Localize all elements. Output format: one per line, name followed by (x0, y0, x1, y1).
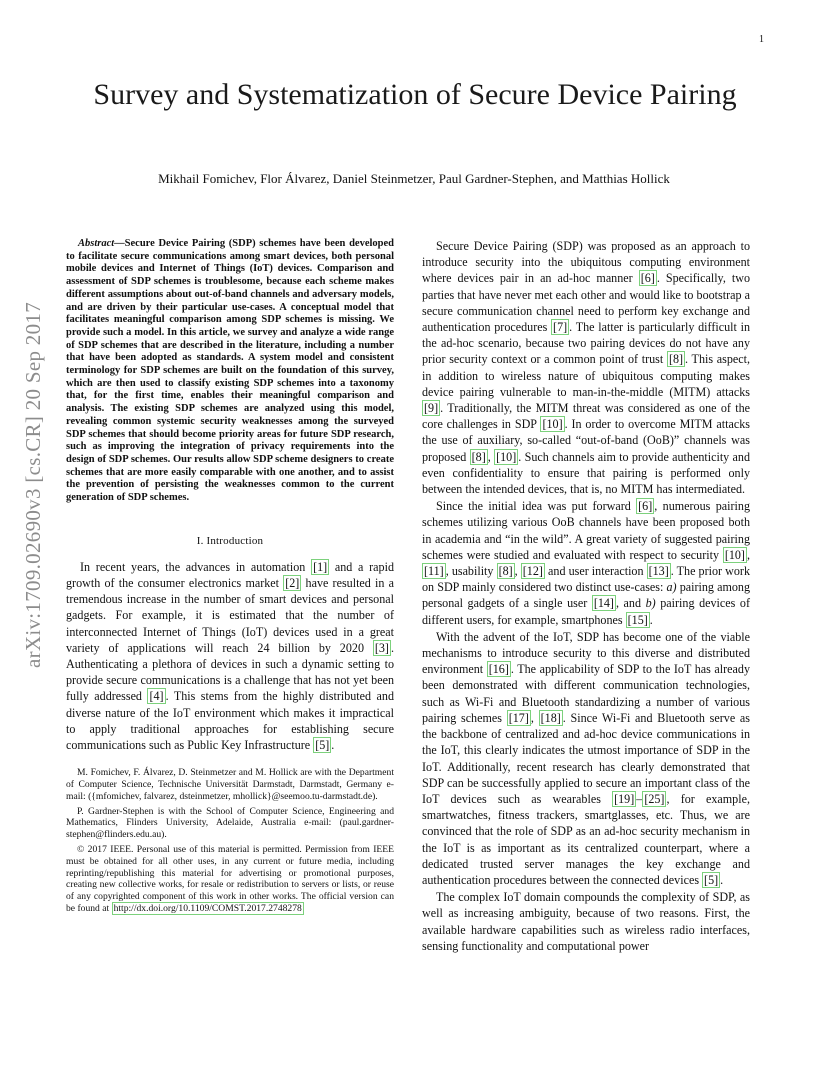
citation-link[interactable]: [10] (542, 417, 563, 432)
doi-link[interactable]: http://dx.doi.org/10.1109/COMST.2017.2748278 (113, 902, 302, 914)
arxiv-identifier-stamp (14, 255, 52, 715)
citation-link[interactable]: [4] (149, 689, 164, 704)
arxiv-identifier-text: arXiv:1709.02690v3 [cs.CR] 20 Sep 2017 (21, 301, 45, 669)
abstract (66, 238, 394, 505)
intro-paragraph: In recent years, the advances in automation [1] and a rapid growth of the consumer electronics market [2] have resulted in a tremendous increase in the number of smart devices and personal gadgets. For example, it is estimated that the number of interconnected Internet of Things (IoT) devices used in a great variety of applications will reach 24 billion by 2020 [3] . Authenticating a plethora of devices in such a dynamic setting to provide secure communications is a challenge that has not yet been fully addressed [4] . This stems from the highly distributed and diverse nature of the IoT environment which makes it impractical to apply traditional approaches for establishing secure communications such as Public Key Infrastructure [5] . (66, 559, 394, 752)
citation-link[interactable]: [8] (498, 564, 513, 579)
citation-link[interactable]: [8] (668, 352, 684, 367)
citation-link[interactable]: [12] (522, 564, 543, 579)
abstract-text: —Secure Device Pairing (SDP) schemes have been developed to facilitate secure communications among smart devices, both personal mobile devices and Internet of Things (IoT) devices. Comparison and assessment of SDP schemes is troublesome, because each scheme makes different assumptions about out-of-band channels and adversary models, and are driven by their particular use-cases. A conceptual model that facilitates meaningful comparison among SDP schemes is missing. We provide such a model. In this article, we survey and analyze a wide range of SDP schemes that are described in the literature, including a number that have been adopted as standards. A system model and consistent terminology for SDP schemes are built on the foundation of this survey, which are then used to classify existing SDP schemes into a taxonomy that, for the first time, enables their meaningful comparison and analysis. The existing SDP schemes are analyzed using this model, revealing common systemic security weaknesses among the surveyed SDP schemes that should become priority areas for future SDP research, such as improving the integration of privacy requirements into the design of SDP schemes. Our results allow SDP scheme designers to create schemes that are more easily comparable with one another, and to assist the prevention of persisting the weaknesses common to the current generation of SDP schemes. (66, 238, 394, 504)
right-column (422, 238, 750, 954)
left-column (66, 238, 394, 918)
paper-title: Survey and Systematization of Secure Device Pairing (93, 78, 737, 111)
footnote-copyright: © 2017 IEEE. Personal use of this material is permitted. Permission from IEEE must be obtained for all other uses, in any current or future media, including reprinting/republishing this material for advertising or promotional purposes, creating new collective works, for resale or redistribution to servers or lists, or reuse of any copyrighted component of this work in other works. The official version can be found at http://dx.doi.org/10.1109/COMST.2017.2748278 (66, 843, 394, 914)
citation-link[interactable]: [14] (593, 596, 614, 611)
citation-link[interactable]: [9] (424, 401, 439, 416)
citation-link[interactable]: [16] (488, 662, 509, 677)
citation-link[interactable]: [11] (424, 564, 444, 579)
citation-link[interactable]: [10] (496, 449, 517, 464)
page-number: 1 (759, 34, 764, 45)
citation-link[interactable]: [17] (508, 710, 529, 725)
citation-link[interactable]: [6] (638, 499, 653, 514)
citation-link[interactable]: [25] (644, 791, 665, 806)
author-list: Mikhail Fomichev, Flor Álvarez, Daniel Steinmetzer, Paul Gardner-Stephen, and Matthias Hollick (158, 171, 670, 186)
footnote-affiliation-tu-darmstadt: M. Fomichev, F. Álvarez, D. Steinmetzer and M. Hollick are with the Department of Computer Science, Technische Universität Darmstadt, Darmstadt, Germany e-mail: ({mfomichev, falvarez, dsteinmetzer, mhollick}@seemoo.tu-darmstadt.de). (66, 767, 394, 802)
footnotes (66, 767, 394, 915)
body-paragraph: Since the initial idea was put forward [6] , numerous pairing schemes utilizing various OoB channels have been proposed both in academia and “in the wild”. A great variety of suggested pairing schemes were studied and evaluated with respect to security [10] , [11] , usability [8] , [12] and user interaction [13] . The prior work on SDP mainly considered two distinct use-cases: a) pairing among personal gadgets of a single user [14] , and b) pairing devices of different users, for example, smartphones [15] . (422, 499, 750, 627)
citation-link[interactable]: [6] (640, 271, 655, 286)
citation-link[interactable]: [13] (648, 564, 669, 579)
citation-link[interactable]: [3] (374, 640, 389, 655)
citation-link[interactable]: [5] (704, 872, 719, 887)
citation-link[interactable]: [18] (540, 710, 561, 725)
body-paragraph: With the advent of the IoT, SDP has become one of the viable mechanisms to introduce security to this diverse and distributed environment [16] . The applicability of SDP to the IoT has already been demonstrated with different communication technologies, such as Wi-Fi and Bluetooth standardizing a number of various pairing schemes [17] , [18] . Since Wi-Fi and Bluetooth serve as the backbone of centralized and ad-hoc device communications in the IoT, this clearly indicates the utmost importance of SDP in the IoT. Additionally, recent research has clearly demonstrated that SDP can be successfully applied to secure an important class of the IoT devices such as wearables [19] – [25] , for example, smartwatches, fitness trackers, smartglasses, etc. Thus, we are convinced that the role of SDP as an ad-hoc security mechanism in the IoT is as important as its centralized counterpart, where a dedicated trusted server manages the key exchange and authentication procedures between the connected devices [5] . (422, 629, 751, 887)
footnote-affiliation-flinders: P. Gardner-Stephen is with the School of Computer Science, Engineering and Mathematics, Flinders University, Adelaide, Australia e-mail: (paul.gardner-stephen@flinders.edu.au). (66, 805, 394, 841)
citation-link[interactable]: [1] (313, 559, 328, 574)
abstract-label: Abstract (78, 238, 115, 249)
citation-link[interactable]: [5] (315, 738, 330, 752)
citation-link[interactable]: [19] (614, 791, 635, 806)
citation-link[interactable]: [15] (627, 612, 648, 627)
citation-link[interactable]: [8] (471, 449, 486, 464)
citation-link[interactable]: [7] (553, 320, 568, 335)
body-paragraph: Secure Device Pairing (SDP) was proposed as an approach to introduce security into the ubiquitous computing environment where devices pair in an ad-hoc manner [6] . Specifically, two parties that have never met each other and would like to bootstrap a secure communication channel need to perform key exchange and authentication procedures [7] . The latter is particularly difficult in the ad-hoc scenario, because two pairing devices do not have any prior security context or a common point of trust [8] . This aspect, in addition to wireless nature of ubiquitous computing makes device pairing vulnerable to man-in-the-middle (MITM) attacks [9] . Traditionally, the MITM threat was considered as one of the core challenges in SDP [10] . In order to overcome MITM attacks the use of auxiliary, so-called “out-of-band (OoB)” channels was proposed [8] , [10] . Such channels aim to provide authenticity and even confidentiality to ensure that pairing is performed only between the intended devices, that is, no MITM has intermediated. (422, 239, 751, 497)
section-heading-introduction: I. Introduction (196, 534, 264, 547)
body-paragraph: The complex IoT domain compounds the complexity of SDP, as well as increasing ambiguity, because of two reasons. First, the available hardware capabilities such as wireless radio interfaces, sensing functionality and computational power (422, 890, 750, 953)
citation-link[interactable]: [10] (724, 547, 745, 562)
citation-link[interactable]: [2] (285, 575, 300, 590)
